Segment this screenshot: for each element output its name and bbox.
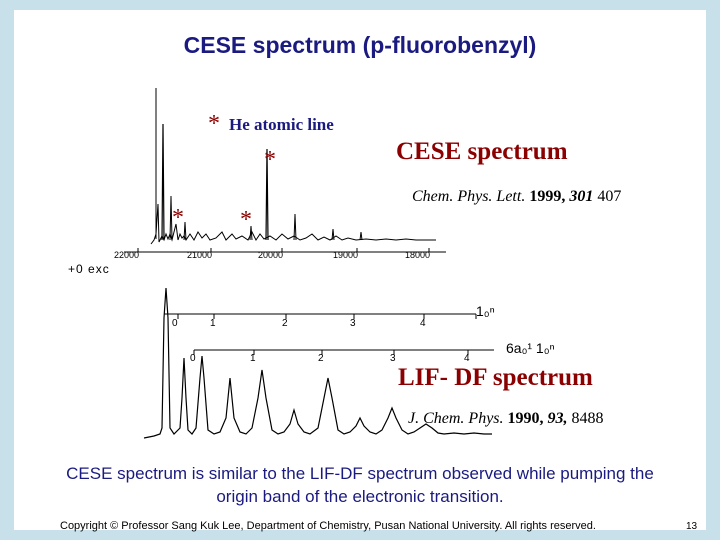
lif-ref-page: 8488 — [571, 410, 604, 427]
cese-spectrum-plot — [66, 84, 446, 274]
he-legend-label: He atomic line — [229, 115, 334, 134]
lif-prog2-tick-1: 1 — [250, 353, 256, 364]
cese-tick-21000: 21000 — [187, 250, 213, 260]
cese-tick-18000: 18000 — [405, 250, 431, 260]
lif-reference — [408, 410, 604, 428]
lif-progression2-ticks — [194, 350, 468, 355]
cese-ref-page: 407 — [597, 188, 622, 205]
summary-text — [14, 462, 706, 508]
slide-title-text: CESE spectrum (p-fluorobenzyl) — [183, 32, 537, 58]
lif-ref-journal: J. Chem. Phys. — [408, 410, 504, 427]
cese-axis-arrow-text: +0 exc — [68, 262, 110, 276]
lif-prog2-tick-0: 0 — [190, 353, 196, 364]
cese-ref-year: 1999, — [529, 188, 566, 205]
lif-ref-volume: 93, — [547, 410, 568, 427]
lif-prog1-tick-2: 2 — [282, 318, 288, 329]
lif-prog1-tick-3: 3 — [350, 318, 356, 329]
lif-prog1-tick-1: 1 — [210, 318, 216, 329]
summary-paragraph: CESE spectrum is similar to the LIF-DF spectrum observed while pumping the origin band of the electronic transition. — [66, 464, 654, 506]
cese-tick-19000: 19000 — [333, 250, 359, 260]
lif-spectrum-label: LIF- DF spectrum — [398, 364, 593, 391]
lif-prog2-tick-3: 3 — [390, 353, 396, 364]
cese-tick-22000: 22000 — [114, 250, 140, 260]
cese-trace — [151, 204, 436, 244]
copyright-footer: Copyright © Professor Sang Kuk Lee, Department of Chemistry, Pusan National University. All rights reserved. — [60, 520, 596, 532]
cese-ref-journal: Chem. Phys. Lett. — [412, 188, 526, 205]
he-legend-asterisk: * — [208, 111, 220, 137]
cese-peak-8 — [360, 232, 362, 240]
lif-progression1-ticks — [178, 314, 476, 319]
slide-title — [14, 32, 706, 59]
lif-prog1-tick-0: 0 — [172, 318, 178, 329]
lif-prog2-tick-4: 4 — [464, 353, 470, 364]
page-number: 13 — [686, 521, 698, 532]
cese-tick-20000: 20000 — [258, 250, 284, 260]
cese-he-line-main — [162, 124, 164, 240]
slide — [14, 10, 706, 530]
lif-prog2-tick-2: 2 — [318, 353, 324, 364]
he-asterisk-1: * — [264, 147, 276, 173]
cese-reference — [412, 188, 621, 206]
cese-ref-volume: 301 — [569, 188, 594, 205]
lif-prog1-label: 1₀ⁿ — [476, 303, 495, 319]
lif-prog1-tick-4: 4 — [420, 318, 426, 329]
he-asterisk-3: * — [240, 207, 252, 233]
he-asterisk-2: * — [172, 205, 184, 231]
cese-spectrum-label: CESE spectrum — [396, 138, 568, 165]
cese-x-ticks — [138, 248, 429, 252]
lif-prog2-label: 6a₀¹ 1₀ⁿ — [506, 340, 555, 356]
lif-ref-year: 1990, — [507, 410, 544, 427]
